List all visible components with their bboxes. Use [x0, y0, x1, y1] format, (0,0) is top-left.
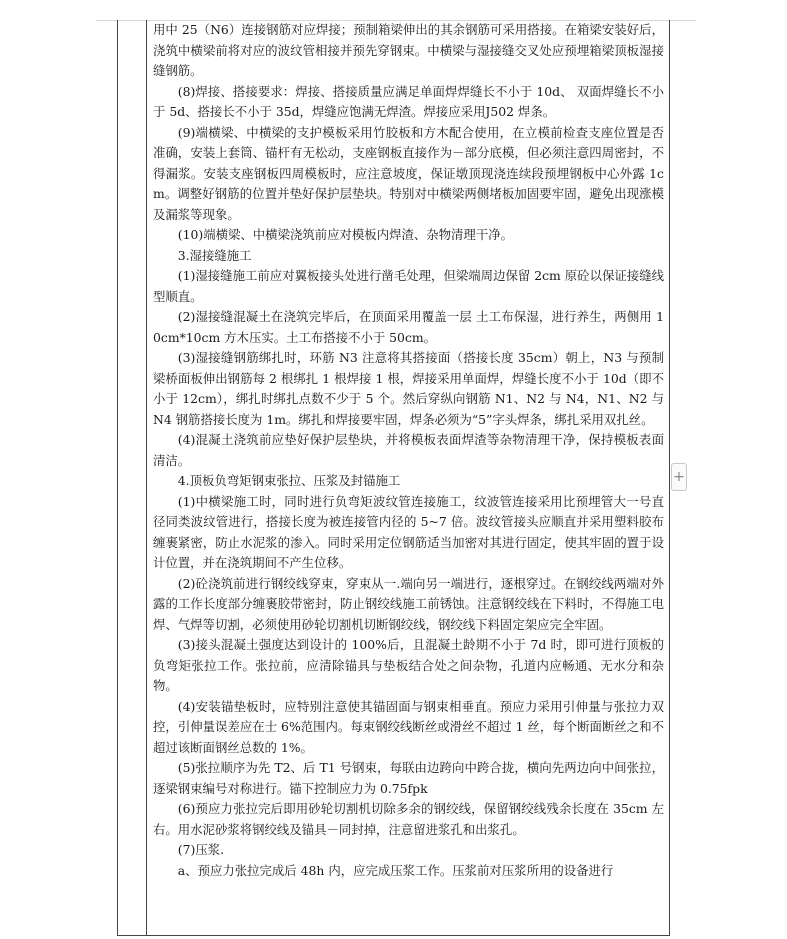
paragraph: a、预应力张拉完成后 48h 内，应完成压浆工作。压浆前对压浆所用的设备进行	[177, 862, 614, 878]
paragraph: (10)端横梁、中横梁浇筑前应对模板内焊渣、杂物清理干净。	[177, 227, 513, 242]
table-content-cell	[147, 20, 669, 935]
paragraph: (7)压浆.	[177, 842, 225, 857]
paragraph: (4)混凝土浇筑前应垫好保护层垫块，并将模板表面焊渣等杂物清理干净，保持模板表面清洁。	[153, 432, 664, 468]
paragraph: (8)焊接、搭接要求：焊接、搭接质量应满足单面焊焊缝长不小于 10d、 双面焊缝长不小于 5d、搭接长不小于 35d，焊缝应饱满无焊渣。焊接应采用J502 焊条。	[153, 83, 664, 119]
paragraph: (1)湿接缝施工前应对翼板接头处进行凿毛处理，但梁端周边保留 2cm 原砼以保证接缝线型顺直。	[153, 268, 664, 304]
paragraph: (2)湿接缝混凝土在浇筑完毕后，在顶面采用覆盖一层 土工布保湿，进行养生，两侧用 10cm*10cm 方木压实。土工布搭接不小于 50cm。	[153, 309, 664, 345]
paragraph: (6)预应力张拉完后即用砂轮切割机切除多余的钢绞线，保留钢绞线残余长度在 35cm 左右。用水泥砂浆将钢绞线及锚具－同封掉，注意留进浆孔和出浆孔。	[153, 801, 664, 837]
paragraph: (1)中横梁施工时，同时进行负弯矩波纹管连接施工，纹波管连接采用比预埋管大一号直径同类波纹管进行，搭接长度为被连接管内径的 5~7 倍。波纹管接头应顺直并采用塑料胶布缠裹紧密，防止水泥浆的渗入。同时采用定位钢筋适当加密对其进行固定，使其牢固的置于设计位置，并在浇筑期间不产生位移。	[153, 493, 664, 570]
section-heading: 3.湿接缝施工	[177, 247, 252, 263]
paragraph: (3)湿接缝钢筋绑扎时，环筋 N3 注意将其搭接面（搭接长度 35cm）朝上，N3 与预制梁桥面板伸出钢筋每 2 根绑扎 1 根焊接 1 根，焊接采用单面焊，焊缝长度不小于 10d（即不小于 12cm），绑扎时绑扎点数不少于 5 个。然后穿纵向钢筋 N1、N2 与 N4，N1、N2 与 N4 钢筋搭接长度为 1m。绑扎和焊接要牢固，焊条必须为“5”字头焊条，绑扎采用双扎丝。	[153, 350, 664, 427]
add-row-button[interactable]: +	[671, 463, 687, 491]
paragraph: (5)张拉顺序为先 T2、后 T1 号钢束，每联由边跨向中跨合拢，横向先两边向中间张拉，逐梁钢束编号对称进行。锚下控制应力为 0.75fpk	[153, 760, 664, 796]
paragraph: 用中 25（N6）连接钢筋对应焊接；预制箱梁伸出的其余钢筋可采用搭接。在箱梁安装好后，浇筑中横梁前将对应的波纹管相接并预先穿钢束。中横梁与湿接缝交叉处应预埋箱梁顶板湿接缝钢筋。	[153, 22, 664, 78]
document-table	[117, 20, 670, 936]
section-heading: 4.顶板负弯矩钢束张拉、压浆及封锚施工	[177, 473, 401, 488]
paragraph: (4)安装锚垫板时，应特别注意使其锚固面与钢束相垂直。预应力采用引伸量与张拉力双控，引伸量误差应在士 6%范围内。每束钢绞线断丝或滑丝不超过 1 丝，每个断面断丝之和不超过该断面钢丝总数的 1%。	[153, 698, 664, 755]
table-left-column	[118, 20, 147, 935]
paragraph: (9)端横梁、中横梁的支护模板采用竹胶板和方木配合使用，在立模前检查支座位置是否准确，安装上套筒、锚杆有无松动，支座钢板直接作为－部分底模，但必须注意四周密封，不得漏浆。安装支座钢板四周模板时，应注意坡度，保证墩顶现浇连续段预埋钢板中心外露 1cm。调整好钢筋的位置并垫好保护层垫块。特别对中横梁两侧堵板加固要牢固，避免出现涨模及漏浆等现象。	[153, 124, 664, 222]
paragraph: (2)砼浇筑前进行钢绞线穿束，穿束从一.端向另一端进行，逐根穿过。在钢绞线两端对外露的工作长度部分缠裹胶带密封，防止钢绞线施工前锈蚀。注意钢绞线在下料时，不得施工电焊、气焊等切割，必须使用砂轮切割机切断钢绞线，钢绞线下料固定架应完全牢固。	[153, 575, 664, 632]
paragraph: (3)接头混凝土强度达到设计的 100%后，且混凝土龄期不小于 7d 时，即可进行顶板的负弯矩张拉工作。张拉前，应清除锚具与垫板结合处之间杂物，孔道内应畅通、无水分和杂物。	[153, 637, 664, 693]
